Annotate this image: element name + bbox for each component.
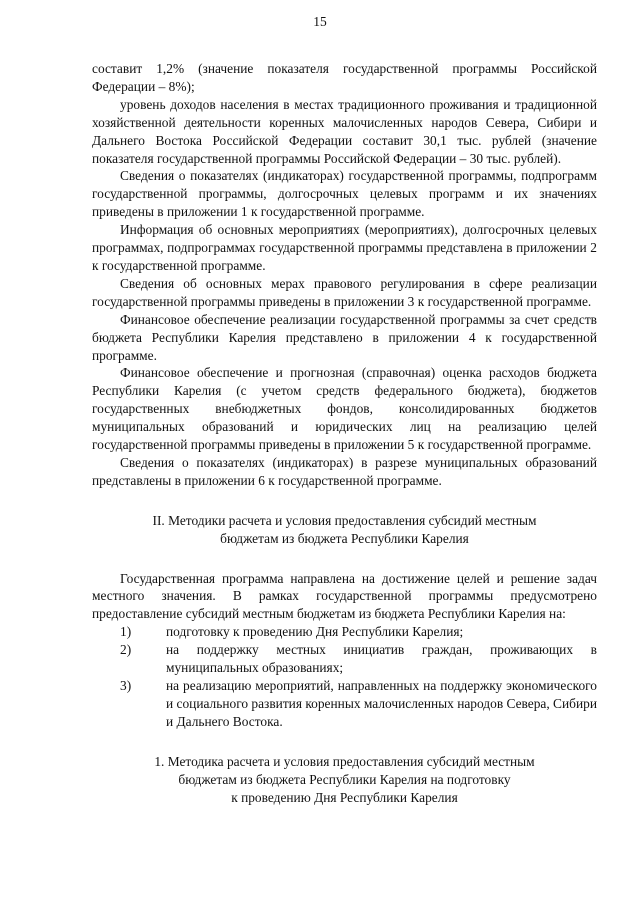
subsection-heading-line: бюджетам из бюджета Республики Карелия на подготовку bbox=[178, 771, 511, 787]
list-item bbox=[92, 677, 597, 731]
paragraph: составит 1,2% (значение показателя государственной программы Российской Федерации – 8%); bbox=[92, 61, 597, 94]
list-item-number: 2) bbox=[120, 642, 132, 658]
paragraph: Сведения о показателях (индикаторах) государственной программы, подпрограмм государственной программы, долгосрочных целевых программ и их значениях приведены в приложении 1 к государственной программе. bbox=[92, 168, 597, 220]
list-item-number: 3) bbox=[120, 678, 132, 693]
paragraph: Финансовое обеспечение и прогнозная (справочная) оценка расходов бюджета Республики Карелия (с учетом средств федерального бюджета), бюджетов государственных внебюджетных фондов, консолидированных бюджетов муниципальных образований и юридических лиц на реализацию целей государственной программы приведены в приложении 5 к государственной программе. bbox=[92, 365, 597, 453]
paragraph: уровень доходов населения в местах традиционного проживания и традиционной хозяйственной деятельности коренных малочисленных народов Севера, Сибири и Дальнего Востока Российской Федерации составит 30,1 тыс. рублей (значение показателя государственной программы Российской Федерации – 30 тыс. рублей). bbox=[92, 96, 597, 166]
paragraph: Сведения об основных мерах правового регулирования в сфере реализации государственной программы приведены в приложении 3 к государственной программе. bbox=[92, 275, 597, 309]
list-item bbox=[92, 641, 597, 677]
list-item-text: на поддержку местных инициатив граждан, проживающих в муниципальных образованиях; bbox=[166, 642, 597, 676]
list-item-text: подготовку к проведению Дня Республики Карелия; bbox=[166, 624, 464, 640]
page-number: 15 bbox=[313, 14, 327, 29]
paragraph: Информация об основных мероприятиях (мероприятиях), долгосрочных целевых программах, подпрограммах государственной программы представлена в приложении 2 к государственной программе. bbox=[92, 222, 597, 273]
section-intro: Государственная программа направлена на достижение целей и решение задач местного значения. В рамках государственной программы предусмотрено предоставление субсидий местным бюджетам из бюджета Республики Карелия на: bbox=[92, 570, 597, 622]
subsection-heading-line: к проведению Дня Республики Карелия bbox=[231, 789, 458, 805]
list-item-number: 1) bbox=[120, 624, 132, 640]
document-body bbox=[92, 60, 597, 806]
paragraph: Сведения о показателях (индикаторах) в разрезе муниципальных образований представлены в приложении 6 к государственной программе. bbox=[92, 454, 597, 488]
section-heading-line: бюджетам из бюджета Республики Карелия bbox=[220, 530, 469, 546]
section-heading-line: II. Методики расчета и условия предоставления субсидий местным bbox=[152, 512, 537, 528]
paragraph: Финансовое обеспечение реализации государственной программы за счет средств бюджета Республики Карелия представлено в приложении 4 к государственной программе. bbox=[92, 311, 597, 363]
list-item-text: на реализацию мероприятий, направленных на поддержку экономического и социального развития коренных малочисленных народов Севера, Сибири и Дальнего Востока. bbox=[166, 678, 597, 729]
list-item bbox=[92, 623, 597, 641]
subsection-heading-line: 1. Методика расчета и условия предоставления субсидий местным bbox=[154, 753, 535, 769]
